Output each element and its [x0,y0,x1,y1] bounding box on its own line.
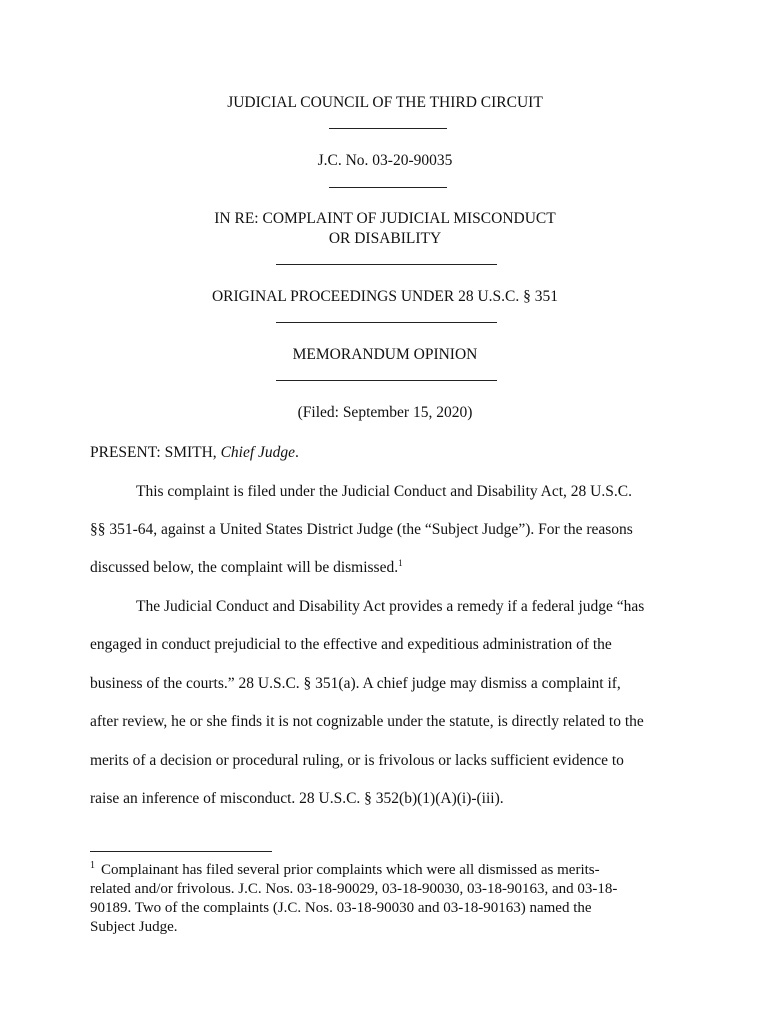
present-title: Chief Judge [220,444,296,461]
council-heading: JUDICIAL COUNCIL OF THE THIRD CIRCUIT [227,94,543,111]
paragraph-2-line-6: raise an inference of misconduct. 28 U.S.C. § 352(b)(1)(A)(i)-(iii). [90,790,504,807]
footnote-separator [90,851,272,852]
paragraph-1-line-1: This complaint is filed under the Judicial Conduct and Disability Act, 28 U.S.C. [136,483,632,500]
case-number: J.C. No. 03-20-90035 [317,152,453,169]
caption-divider [276,264,497,265]
footnote-marker: 1 [90,860,95,871]
caption-divider [276,380,497,381]
present-prefix: PRESENT: SMITH, [90,444,221,461]
footnote-reference[interactable]: 1 [398,557,403,568]
present-suffix: . [295,444,299,461]
paragraph-2-line-3: business of the courts.” 28 U.S.C. § 351(a). A chief judge may dismiss a complaint if, [90,675,621,692]
paragraph-2-line-5: merits of a decision or procedural ruling, or is frivolous or lacks sufficient evidence to [90,752,624,769]
paragraph-1-line-3 [90,558,403,577]
paragraph-2-line-4: after review, he or she finds it is not cognizable under the statute, is directly related to the [90,713,644,730]
footnote-line-1 [90,861,600,879]
caption-divider [329,128,447,129]
caption-divider [329,187,447,188]
filed-date: (Filed: September 15, 2020) [297,404,473,421]
proceedings-line: ORIGINAL PROCEEDINGS UNDER 28 U.S.C. § 351 [211,288,559,305]
paragraph-1-line-2: §§ 351-64, against a United States District Judge (the “Subject Judge”). For the reasons [90,521,633,538]
present-line [90,443,299,462]
paragraph-2-line-2: engaged in conduct prejudicial to the effective and expeditious administration of the [90,636,612,653]
footnote-line-3: 90189. Two of the complaints (J.C. Nos. 03-18-90030 and 03-18-90163) named the [90,900,592,916]
caption-divider [276,322,497,323]
in-re-line-1: IN RE: COMPLAINT OF JUDICIAL MISCONDUCT [214,210,556,227]
document-type: MEMORANDUM OPINION [292,346,478,363]
in-re-line-2: OR DISABILITY [328,230,442,247]
paragraph-2-line-1: The Judicial Conduct and Disability Act provides a remedy if a federal judge “has [136,598,645,615]
footnote-line-4: Subject Judge. [90,919,178,935]
footnote-line-2: related and/or frivolous. J.C. Nos. 03-18-90029, 03-18-90030, 03-18-90163, and 03-18- [90,881,618,897]
paragraph-1-line-3-text: discussed below, the complaint will be dismissed. [90,559,399,576]
footnote-line-1-text: Complainant has filed several prior complaints which were all dismissed as merits- [101,862,600,878]
